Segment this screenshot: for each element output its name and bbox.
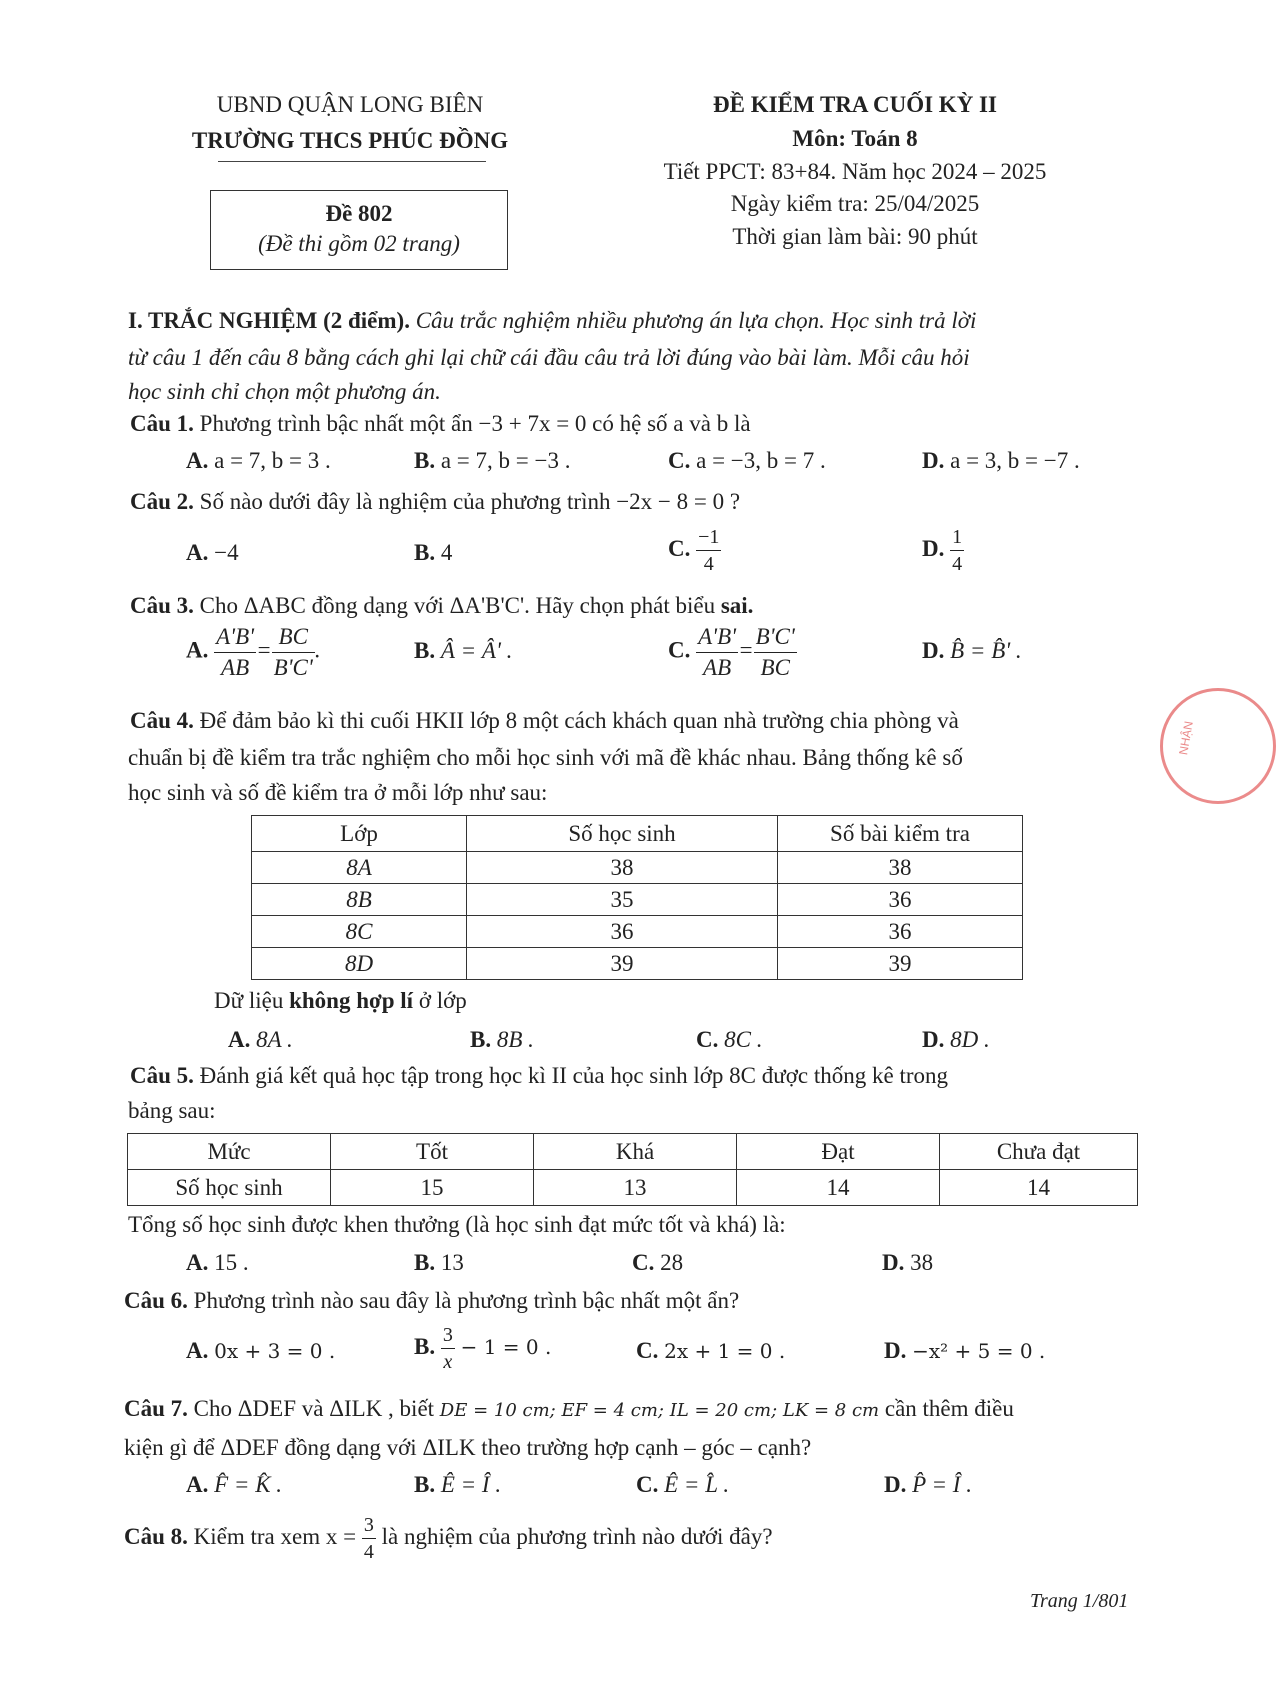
table-cell: 15 (331, 1170, 534, 1206)
table-header: Chưa đạt (940, 1134, 1138, 1170)
page-number: Trang 1/801 (1030, 1590, 1129, 1612)
q6-option-d: D. −x² + 5 = 0 . (884, 1338, 1046, 1363)
table-header: Số học sinh (467, 816, 778, 852)
table-header: Khá (534, 1134, 737, 1170)
q1-option-b: B. a = 7, b = −3 . (414, 448, 571, 473)
q1-option-d: D. a = 3, b = −7 . (922, 448, 1080, 473)
question-label: Câu 4. (130, 708, 194, 733)
instructions-line-1: Câu trắc nghiệm nhiều phương án lựa chọn. Học sinh trả lời (415, 308, 977, 333)
question-math: DE = 10 cm; EF = 4 cm; IL = 20 cm; LK = 8 cm (439, 1400, 880, 1421)
q5-table (127, 1133, 1138, 1206)
q4-option-b: B. 8B . (470, 1027, 534, 1052)
table-cell: Số học sinh (128, 1170, 331, 1206)
q5-option-d: D. 38 (882, 1250, 934, 1275)
table-row (252, 852, 1023, 884)
table-header-row (128, 1134, 1138, 1170)
table-cell: 38 (778, 852, 1023, 884)
q1-option-c: C. a = −3, b = 7 . (668, 448, 826, 473)
exam-period: Tiết PPCT: 83+84. Năm học 2024 – 2025 (663, 159, 1047, 184)
question-3 (130, 593, 753, 619)
question-text: Cho ΔABC đồng dạng với ΔA'B'C'. Hãy chọn phát biểu (199, 593, 716, 618)
table-header: Tốt (331, 1134, 534, 1170)
question-label: Câu 1. (130, 411, 194, 436)
q1-option-a: A. a = 7, b = 3 . (186, 448, 331, 473)
q2-option-b: B. 4 (414, 540, 453, 565)
q4-option-a: A. 8A . (228, 1027, 293, 1052)
table-row (252, 948, 1023, 980)
q4-table (251, 815, 1023, 980)
q2-option-a: A. −4 (186, 540, 239, 565)
page-count-note: (Đề thi gồm 02 trang) (258, 231, 460, 256)
question-line-3: học sinh và số đề kiểm tra ở mỗi lớp như sau: (128, 780, 548, 805)
question-label: Câu 3. (130, 593, 194, 618)
table-cell: 39 (778, 948, 1023, 980)
school-district: UBND QUẬN LONG BIÊN (216, 92, 484, 117)
question-text: Số nào dưới đây là nghiệm của phương trình −2x − 8 = 0 ? (199, 489, 741, 514)
q7-option-b: B. Ê = Î . (414, 1472, 502, 1497)
q3-option-c: C. $\frac{A'B'}{AB}$ = $\frac{B'C'}{BC}$ (668, 624, 795, 680)
question-line-2: chuẩn bị đề kiểm tra trắc nghiệm cho mỗi học sinh với mã đề khác nhau. Bảng thống kê số (128, 745, 963, 770)
header-underline (218, 161, 486, 162)
question-2 (130, 489, 740, 515)
section-instructions (128, 308, 976, 334)
q6-option-c: C. 2x + 1 = 0 . (636, 1338, 786, 1363)
q6-option-b: B. $\frac{3}{x}$ − 1 = 0 . (414, 1324, 552, 1373)
table-header: Mức (128, 1134, 331, 1170)
instructions-line-3: học sinh chỉ chọn một phương án. (128, 379, 441, 404)
q5-option-a: A. 15 . (186, 1250, 249, 1275)
instructions-line-2: từ câu 1 đến câu 8 bằng cách ghi lại chữ cái đầu câu trả lời đúng vào bài làm. Mỗi câu hỏi (128, 345, 970, 370)
table-cell: 38 (467, 852, 778, 884)
q2-option-d: D. $\frac{1}{4}$ (922, 526, 963, 575)
q7-option-a: A. F̂ = K̂ . (186, 1472, 283, 1497)
question-label: Câu 6. (124, 1288, 188, 1313)
table-cell: 13 (534, 1170, 737, 1206)
section-title: I. TRẮC NGHIỆM (2 điểm). (128, 308, 410, 333)
q5-option-b: B. 13 (414, 1250, 464, 1275)
question-label: Câu 8. (124, 1523, 188, 1549)
table-cell: 36 (778, 916, 1023, 948)
exam-date: Ngày kiểm tra: 25/04/2025 (730, 191, 980, 216)
table-row (252, 916, 1023, 948)
table-row (252, 884, 1023, 916)
q5-option-c: C. 28 (632, 1250, 684, 1275)
question-line-2: kiện gì để ΔDEF đồng dạng với ΔILK theo trường hợp cạnh – góc – cạnh? (124, 1435, 812, 1460)
q7-option-c: C. Ê = L̂ . (636, 1472, 730, 1497)
official-stamp: NHẬN (1160, 688, 1276, 804)
question-text: Kiểm tra xem x = (193, 1523, 357, 1549)
question-line-2: bảng sau: (128, 1098, 216, 1123)
q2-option-c: C. $\frac{-1}{4}$ (668, 526, 720, 575)
q3-option-a: A. $\frac{A'B'}{AB}$ = $\frac{BC}{B'C'}$ . (186, 624, 321, 680)
question-label: Câu 7. (124, 1396, 188, 1421)
table-cell: 14 (737, 1170, 940, 1206)
question-7 (124, 1396, 1014, 1422)
question-6 (124, 1288, 739, 1314)
question-8: Câu 8. Kiểm tra xem x = $\frac{3}{4}$ là nghiệm của phương trình nào dưới đây? (124, 1514, 773, 1563)
question-label: Câu 2. (130, 489, 194, 514)
question-label: Câu 5. (130, 1063, 194, 1088)
question-text: Cho ΔDEF và ΔILK , biết (193, 1396, 435, 1421)
q3-option-b: B. Â = Â' . (414, 638, 513, 663)
question-5 (130, 1063, 948, 1089)
table-cell: 8B (252, 884, 467, 916)
question-text: Phương trình bậc nhất một ẩn −3 + 7x = 0 có hệ số a và b là (199, 411, 751, 436)
q4-option-c: C. 8C . (696, 1027, 763, 1052)
exam-code: Đề 802 (325, 201, 393, 226)
question-line-1: Để đảm bảo kì thi cuối HKII lớp 8 một cách khách quan nhà trường chia phòng và (199, 708, 959, 733)
question-4 (130, 708, 959, 734)
question-text: Phương trình nào sau đây là phương trình bậc nhất một ẩn? (193, 1288, 740, 1313)
question-text: là nghiệm của phương trình nào dưới đây? (381, 1523, 773, 1549)
question-line-1: Đánh giá kết quả học tập trong học kì II của học sinh lớp 8C được thống kê trong (199, 1063, 948, 1088)
question-1 (130, 411, 751, 437)
q4-prompt: Dữ liệu không hợp lí ở lớp (214, 988, 467, 1013)
q4-option-d: D. 8D . (922, 1027, 990, 1052)
table-row (128, 1170, 1138, 1206)
question-emphasis: sai. (720, 593, 754, 618)
table-cell: 8A (252, 852, 467, 884)
table-cell: 39 (467, 948, 778, 980)
school-name: TRƯỜNG THCS PHÚC ĐỒNG (191, 128, 509, 153)
table-header: Đạt (737, 1134, 940, 1170)
q5-prompt: Tổng số học sinh được khen thưởng (là học sinh đạt mức tốt và khá) là: (128, 1212, 786, 1237)
table-cell: 36 (467, 916, 778, 948)
table-header-row (252, 816, 1023, 852)
table-header: Lớp (252, 816, 467, 852)
q3-option-d: D. B̂ = B̂' . (922, 638, 1022, 663)
q6-option-a: A. 0x + 3 = 0 . (186, 1338, 336, 1363)
q7-option-d: D. P̂ = Î . (884, 1472, 972, 1497)
table-cell: 14 (940, 1170, 1138, 1206)
table-cell: 8C (252, 916, 467, 948)
exam-subject: Môn: Toán 8 (792, 126, 918, 151)
table-header: Số bài kiểm tra (778, 816, 1023, 852)
exam-code-box (210, 190, 508, 270)
table-cell: 35 (467, 884, 778, 916)
table-cell: 8D (252, 948, 467, 980)
exam-title: ĐỀ KIỂM TRA CUỐI KỲ II (713, 92, 997, 117)
table-cell: 36 (778, 884, 1023, 916)
exam-duration: Thời gian làm bài: 90 phút (732, 224, 978, 249)
question-text: cần thêm điều (884, 1396, 1014, 1421)
